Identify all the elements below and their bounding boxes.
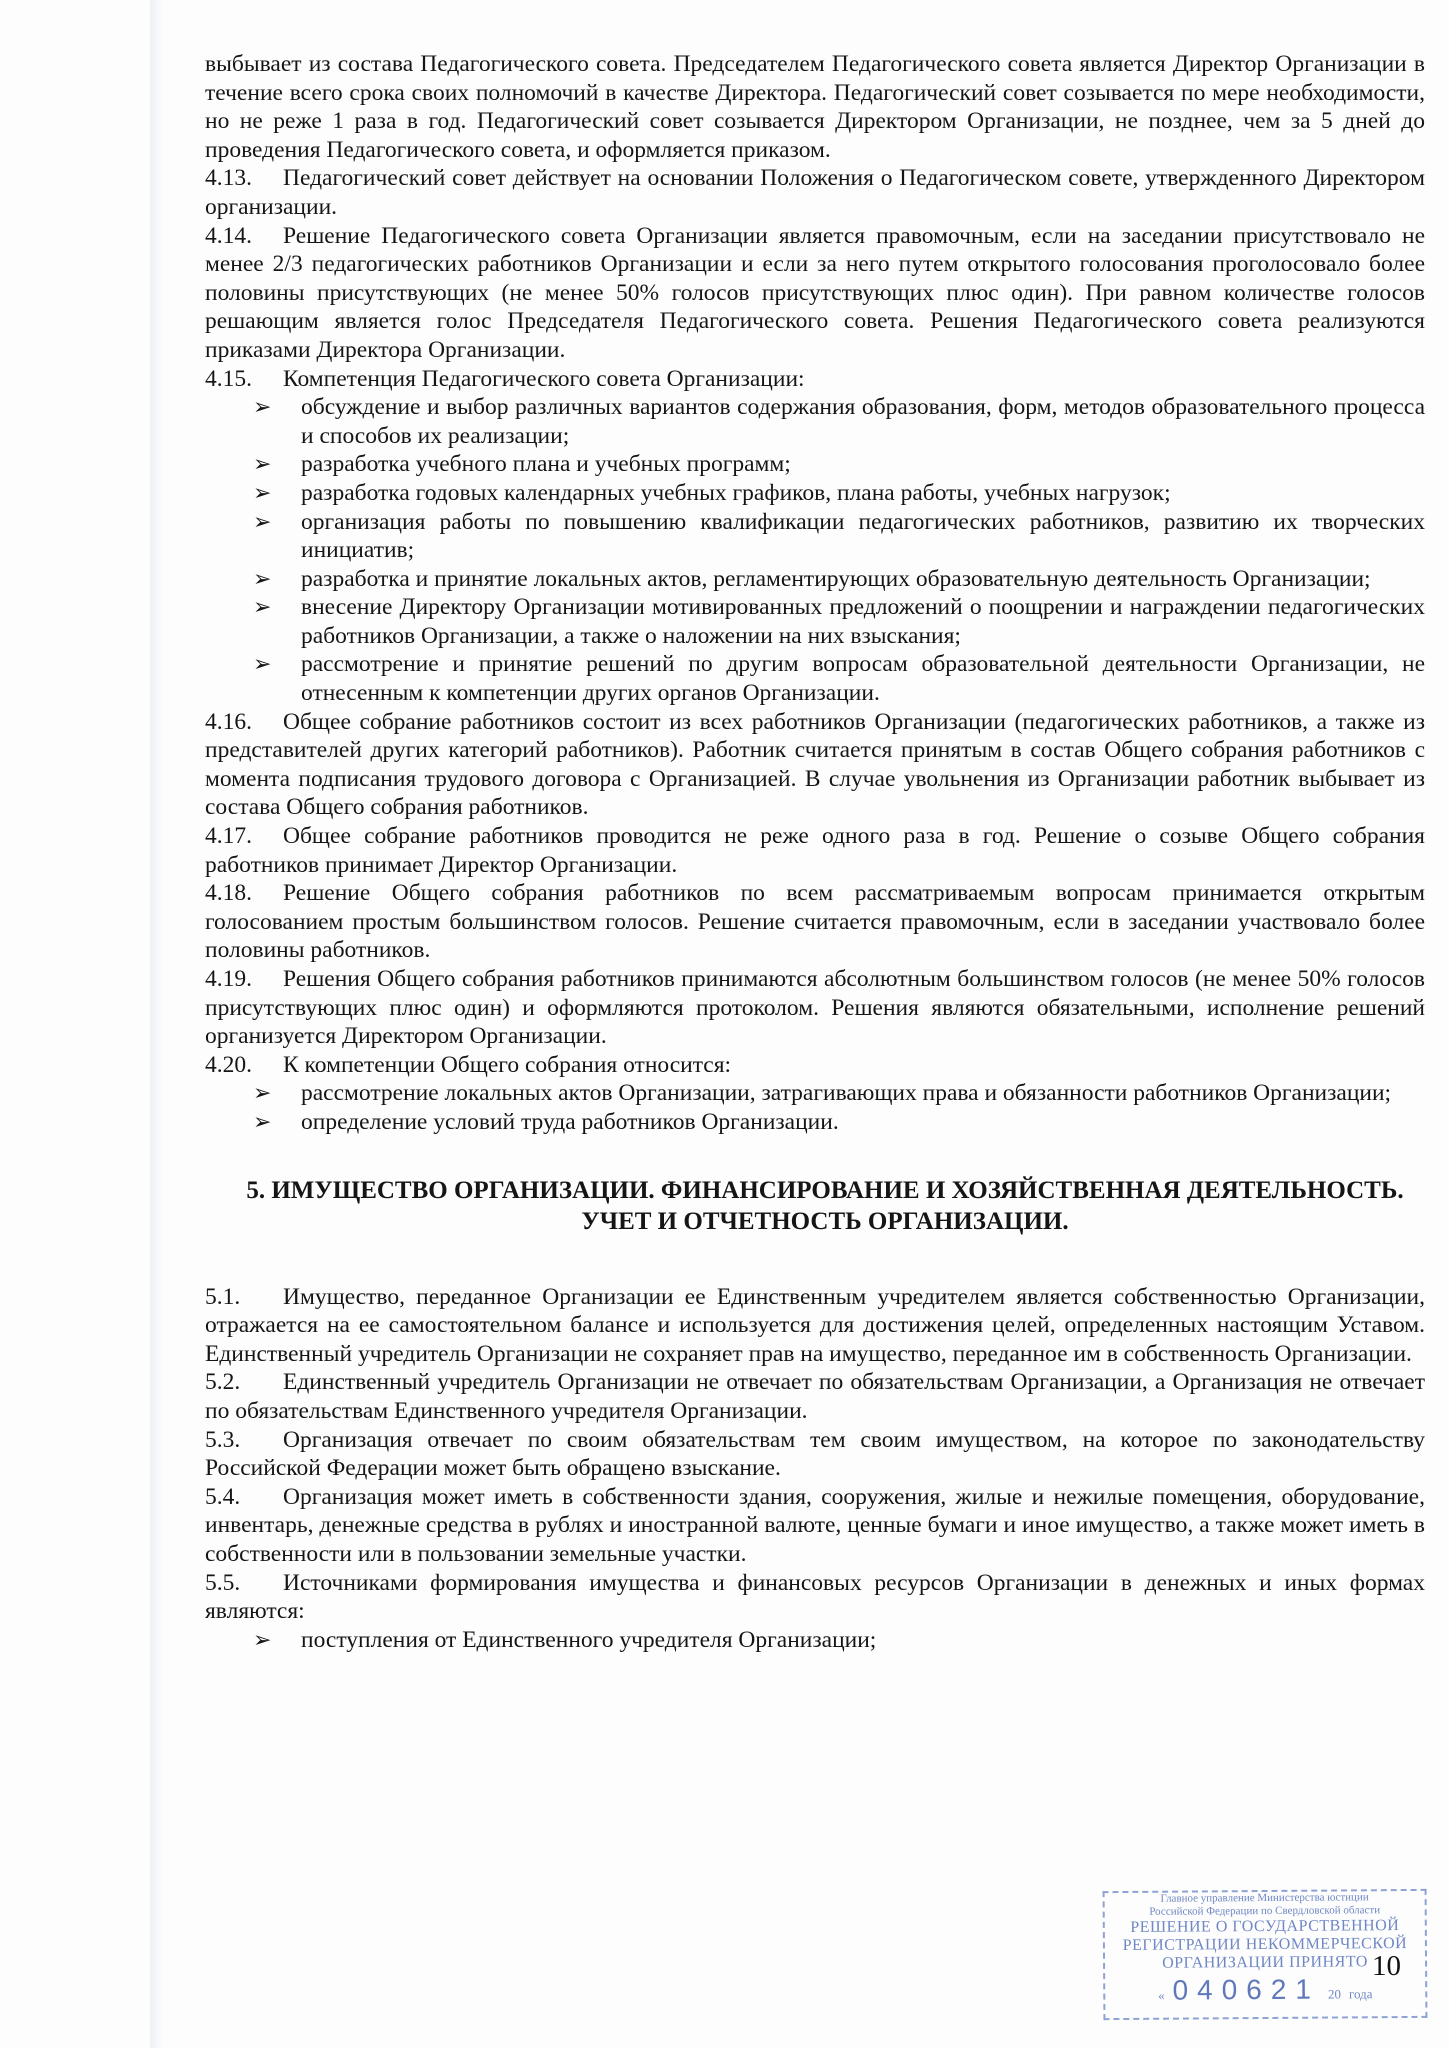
pedagogical-council-competence-list bbox=[205, 393, 1425, 708]
clause bbox=[205, 708, 1425, 822]
clause-number: 4.15. bbox=[205, 365, 252, 392]
clause-text: Имущество, переданное Организации ее Единственным учредителем является собственностью Организации, отражается на ее самостоятельном балансе и используется для достижения целей, определенных настоящим Уставом. Единственный учредитель Организации не сохраняет прав на имущество, переданное им в собственность Организации. bbox=[205, 1283, 1425, 1367]
clause bbox=[205, 164, 1425, 221]
list-item: ➢ поступления от Единственного учредителя Организации; bbox=[253, 1626, 877, 1653]
clause-text: Педагогический совет действует на основании Положения о Педагогическом совете, утвержденного Директором организации. bbox=[205, 165, 1425, 220]
list-item: ➢ внесение Директору Организации мотивированных предложений о поощрении и награждении педагогических работников Организации, а также о наложении на них взыскания; bbox=[253, 594, 1425, 649]
clause bbox=[205, 822, 1425, 879]
stamp-year-prefix: 20 bbox=[1327, 1986, 1342, 2002]
list-item: ➢ рассмотрение локальных актов Организации, затрагивающих права и обязанности работников Организации; bbox=[253, 1080, 1392, 1107]
opening-paragraph: выбывает из состава Педагогического совета. Председателем Педагогического совета является Директор Организации в течение всего срока своих полномочий в качестве Директора. Педагогический совет созывается по мере необходимости, но не реже 1 раза в год. Педагогический совет созывается Директором Организации, не позднее, чем за 5 дней до проведения Педагогического совета, и оформляется приказом. bbox=[205, 51, 1425, 163]
clause-text: Единственный учредитель Организации не отвечает по обязательствам Организации, а Организация не отвечает по обязательствам Единственного учредителя Организации. bbox=[205, 1369, 1425, 1424]
scan-page-edge bbox=[150, 0, 164, 2048]
clause-number: 4.20. bbox=[205, 1051, 252, 1078]
clause bbox=[205, 1051, 1425, 1080]
clause-number: 4.19. bbox=[205, 966, 252, 992]
list-item: ➢ рассмотрение и принятие решений по другим вопросам образовательной деятельности Организации, не отнесенным к компетенции других органов Организации. bbox=[253, 651, 1425, 707]
document-body bbox=[205, 50, 1425, 1654]
general-assembly-competence-list bbox=[205, 1079, 1425, 1136]
clause bbox=[205, 1283, 1425, 1369]
stamp-authority-line-1: Главное управление Министерства юстиции bbox=[1160, 1891, 1369, 1905]
clause-text: Организация отвечает по своим обязательствам тем своим имуществом, на которое по законодательству Российской Федерации может быть обращено взыскание. bbox=[205, 1426, 1425, 1482]
clause-text: Компетенция Педагогического совета Организации: bbox=[283, 365, 805, 392]
list-item: ➢ организация работы по повышению квалификации педагогических работников, развитию их творческих инициатив; bbox=[253, 508, 1425, 564]
clause-number: 5.3. bbox=[205, 1426, 241, 1453]
clause-text: К компетенции Общего собрания относится: bbox=[283, 1051, 732, 1078]
arrow-bullet-icon: ➢ bbox=[253, 594, 272, 620]
clause-text: Решения Общего собрания работников принимаются абсолютным большинством голосов (не менее 50% голосов присутствующих плюс один) и оформляются протоколом. Решения являются обязательными, исполнение решений организуется Директором Организации. bbox=[205, 966, 1425, 1050]
clause bbox=[205, 1368, 1425, 1425]
clause-number: 4.14. bbox=[205, 222, 252, 249]
arrow-bullet-icon: ➢ bbox=[253, 394, 272, 420]
clause bbox=[205, 1569, 1425, 1626]
clause-text: Решение Педагогического совета Организации является правомочным, если на заседании присутствовало не менее 2/3 педагогических работников Организации и если за него путем открытого голосования проголосовало более половины присутствующих (не менее 50% голосов присутствующих плюс один). При равном количестве голосов решающим является голос Председателя Педагогического совета. Решения Педагогического совета реализуются приказами Директора Организации. bbox=[205, 222, 1425, 363]
list-item: ➢ разработка учебного плана и учебных программ; bbox=[253, 451, 791, 478]
clause bbox=[205, 1483, 1425, 1569]
clause-number: 4.13. bbox=[205, 165, 252, 192]
arrow-bullet-icon: ➢ bbox=[253, 1080, 272, 1106]
funding-sources-list bbox=[205, 1626, 1425, 1655]
clause bbox=[205, 965, 1425, 1051]
list-item: ➢ разработка и принятие локальных актов, регламентирующих образовательную деятельность Организации; bbox=[253, 565, 1371, 592]
arrow-bullet-icon: ➢ bbox=[253, 508, 272, 534]
stamp-authority-line-2: Российской Федерации по Свердловской области bbox=[1149, 1904, 1381, 1918]
arrow-bullet-icon: ➢ bbox=[253, 1108, 272, 1134]
clause-text: Решение Общего собрания работников по всем рассматриваемым вопросам принимается открытым голосованием простым большинством голосов. Решение считается правомочным, если в заседании участвовало более половины работников. bbox=[205, 880, 1425, 964]
list-item: ➢ разработка годовых календарных учебных графиков, плана работы, учебных нагрузок; bbox=[253, 479, 1171, 506]
list-item: ➢ определение условий труда работников Организации. bbox=[253, 1108, 839, 1135]
arrow-bullet-icon: ➢ bbox=[253, 651, 272, 677]
clause-number: 5.1. bbox=[205, 1283, 241, 1310]
clause-text: Общее собрание работников проводится не реже одного раза в год. Решение о созыве Общего собрания работников принимает Директор Организации. bbox=[205, 823, 1425, 878]
stamp-title-line-2: РЕГИСТРАЦИИ НЕКОММЕРЧЕСКОЙ bbox=[1122, 1935, 1408, 1954]
stamp-title-line-1: РЕШЕНИЕ О ГОСУДАРСТВЕННОЙ bbox=[1130, 1917, 1400, 1936]
clause-number: 5.2. bbox=[205, 1369, 241, 1396]
arrow-bullet-icon: ➢ bbox=[253, 1626, 272, 1652]
arrow-bullet-icon: ➢ bbox=[253, 451, 272, 477]
clause bbox=[205, 365, 1425, 394]
clause bbox=[205, 1426, 1425, 1483]
clause-number: 5.4. bbox=[205, 1483, 241, 1510]
section-5-heading: 5. ИМУЩЕСТВО ОРГАНИЗАЦИИ. ФИНАНСИРОВАНИЕ И ХОЗЯЙСТВЕННАЯ ДЕЯТЕЛЬНОСТЬ. УЧЕТ И ОТЧЕТНОСТЬ ОРГАНИЗАЦИИ. bbox=[246, 1176, 1404, 1235]
stamp-date-prefix: « bbox=[1157, 1987, 1165, 2003]
stamp-title-line-3: ОРГАНИЗАЦИИ ПРИНЯТО bbox=[1162, 1953, 1368, 1972]
clause-number: 4.18. bbox=[205, 880, 252, 907]
clause-text: Организация может иметь в собственности здания, сооружения, жилые и нежилые помещения, оборудование, инвентарь, денежные средства в рублях и иностранной валюте, ценные бумаги и иное имущество, а также может иметь в собственности или в пользовании земельные участки. bbox=[205, 1483, 1425, 1567]
page-number: 10 bbox=[1372, 1950, 1401, 1982]
arrow-bullet-icon: ➢ bbox=[253, 565, 272, 591]
clauses-4-16-to-4-20 bbox=[205, 708, 1425, 1080]
clause bbox=[205, 879, 1425, 965]
clause-number: 5.5. bbox=[205, 1569, 241, 1596]
stamp-year-suffix: года bbox=[1348, 1986, 1373, 2002]
clause-text: Общее собрание работников состоит из всех работников Организации (педагогических работников, а также из представителей других категорий работников). Работник считается принятым в состав Общего собрания работников с момента подписания трудового договора с Организацией. В случае увольнения из Организации работник выбывает из состава Общего собрания работников. bbox=[205, 708, 1425, 821]
list-item: ➢ обсуждение и выбор различных вариантов содержания образования, форм, методов образовательного процесса и способов их реализации; bbox=[253, 394, 1425, 449]
section-5-clauses bbox=[205, 1283, 1425, 1626]
clauses-4-13-to-4-15 bbox=[205, 164, 1425, 393]
stamp-date: 040621 bbox=[1172, 1973, 1321, 2006]
clause-number: 4.17. bbox=[205, 823, 252, 850]
clause-number: 4.16. bbox=[205, 708, 252, 735]
clause bbox=[205, 222, 1425, 365]
arrow-bullet-icon: ➢ bbox=[253, 479, 272, 505]
clause-text: Источниками формирования имущества и финансовых ресурсов Организации в денежных и иных формах являются: bbox=[205, 1569, 1425, 1625]
